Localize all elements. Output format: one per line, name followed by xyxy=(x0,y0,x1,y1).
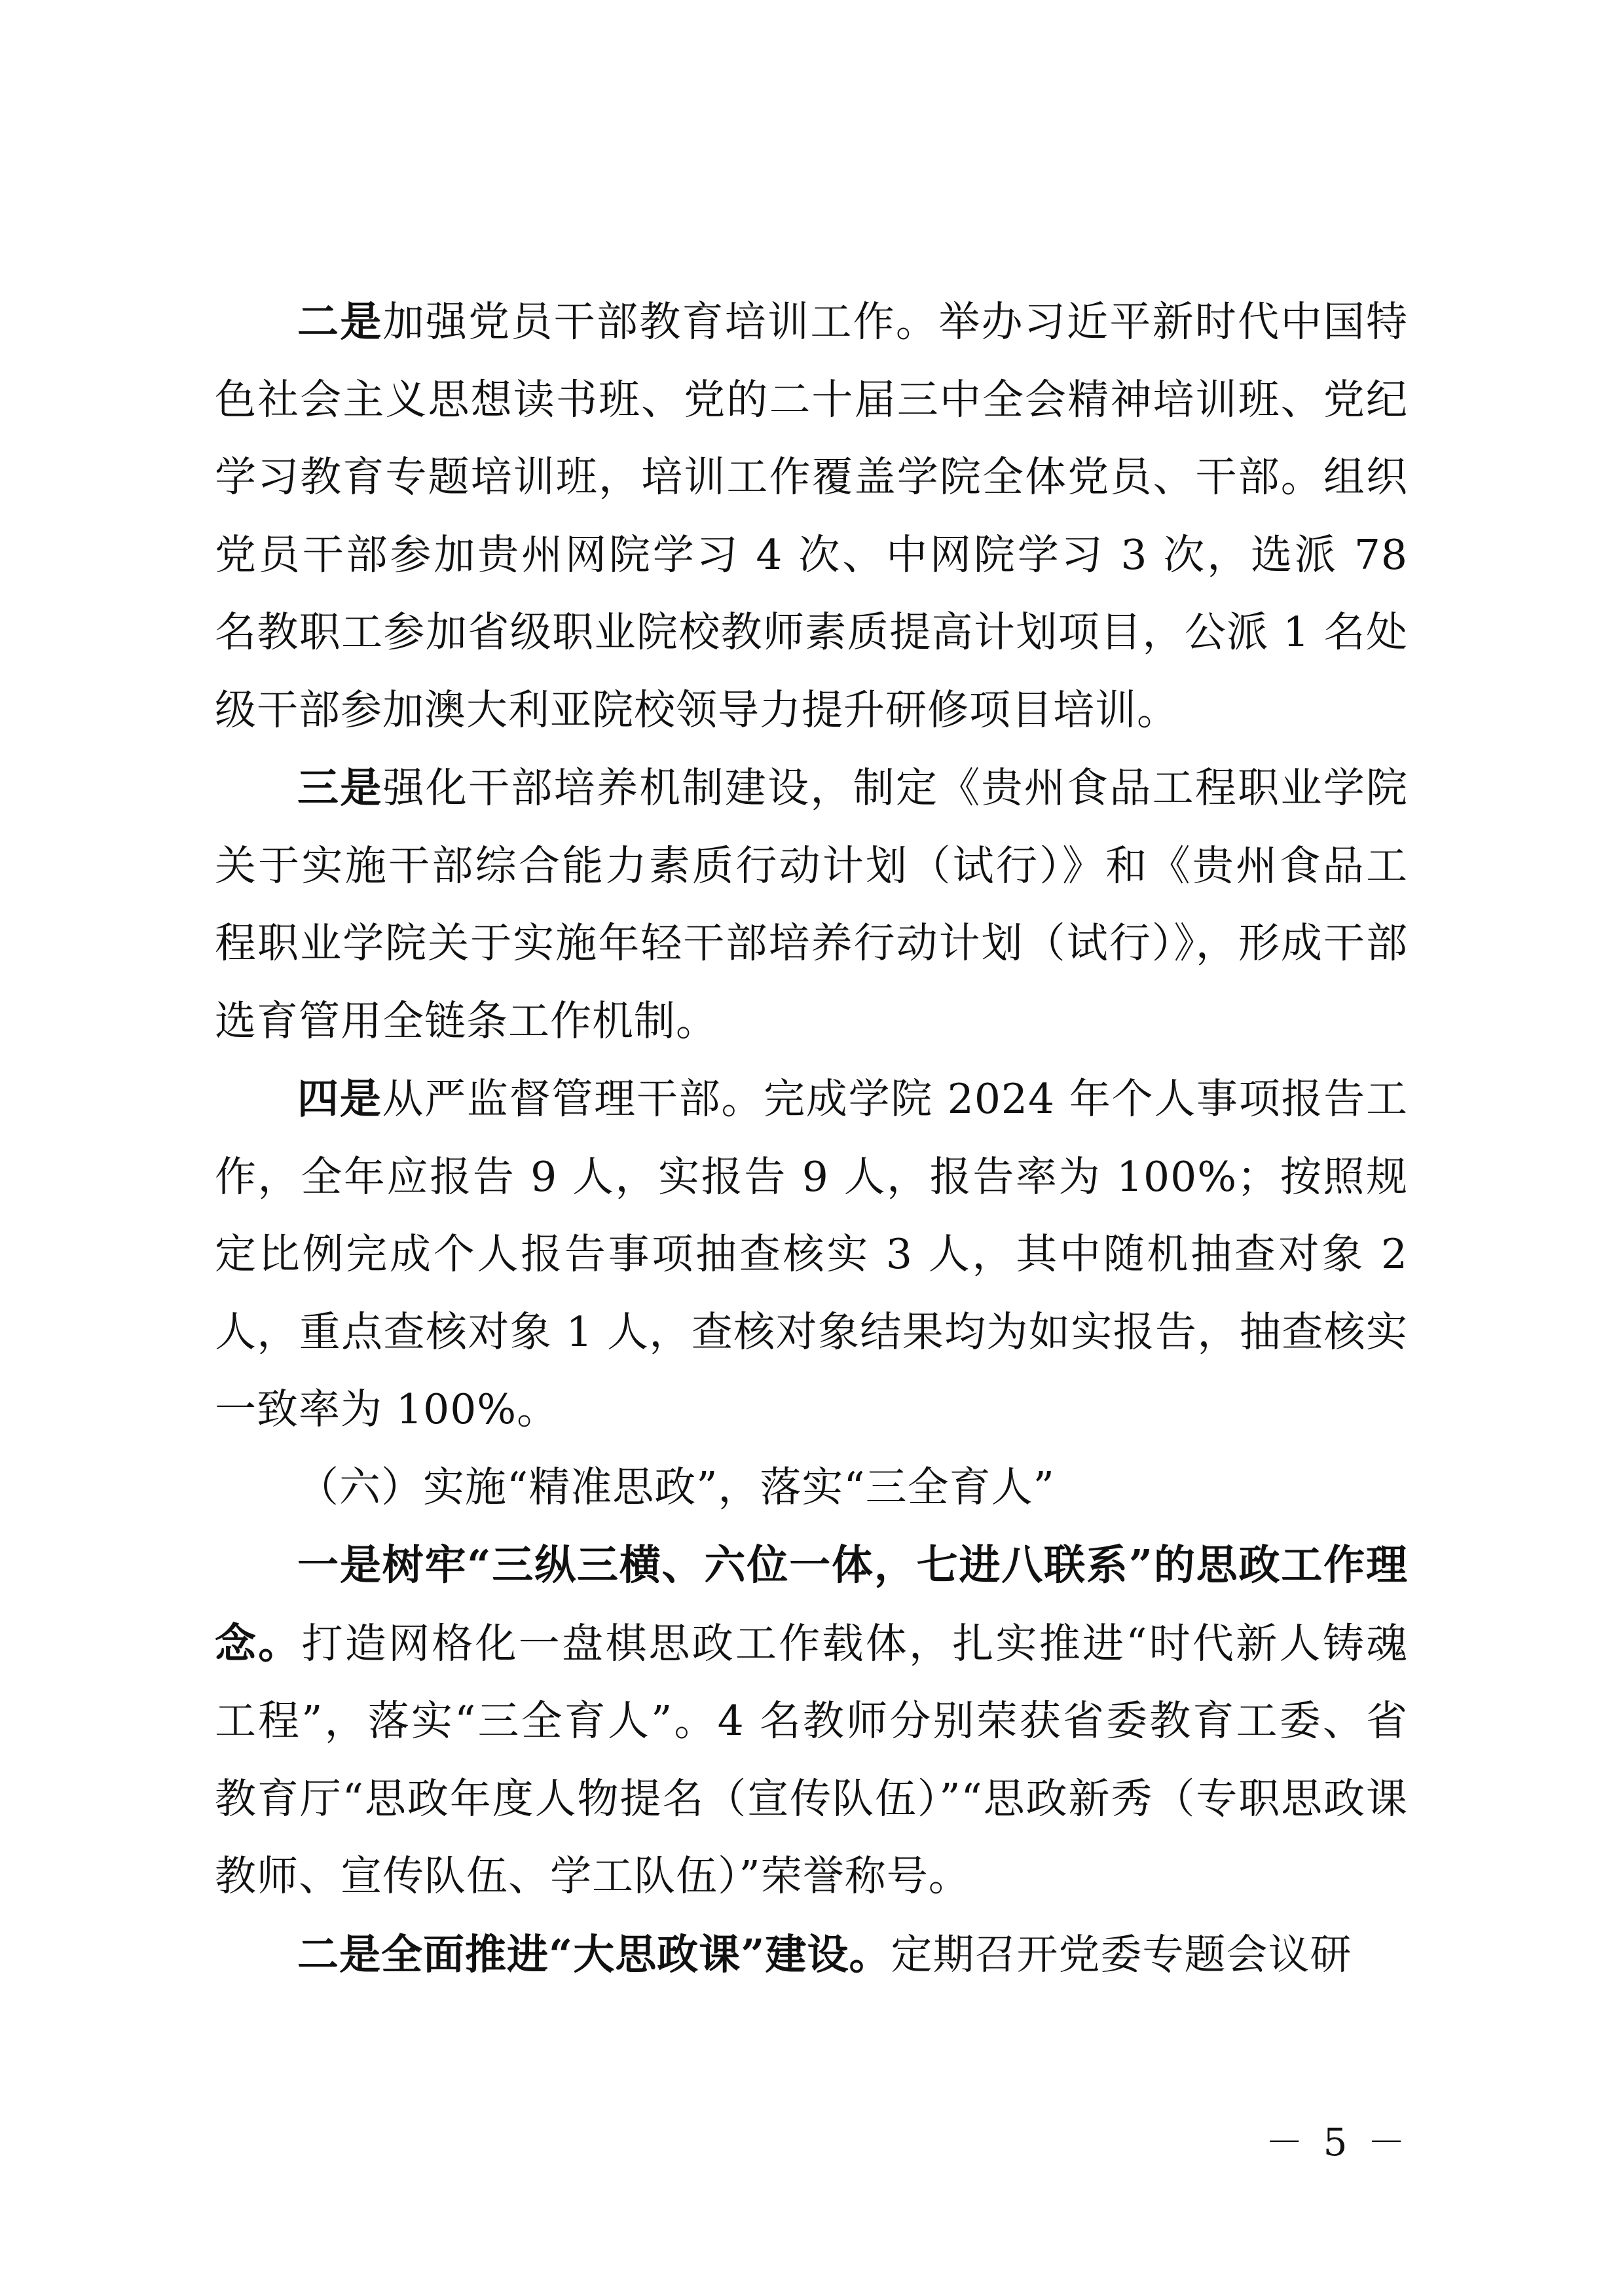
section-heading: （六）实施“精准思政”，落实“三全育人” xyxy=(297,1463,1055,1511)
paragraph-lead: 二是 xyxy=(297,297,383,346)
paragraph-cadre-supervision xyxy=(215,1060,1408,1449)
paragraph-text: 从严监督管理干部。完成学院 2024 年个人事项报告工作，全年应报告 9 人，实报告 9 人，报告率为 100%；按照规定比例完成个人报告事项抽查核实 3 人，其中随机抽查对象 2 人，重点查核对象 1 人，查核对象结果均为如实报告，抽查核实一致率为 100%。 xyxy=(215,1075,1408,1433)
paragraph-ideology-concept xyxy=(215,1526,1408,1916)
page-number: － 5 － xyxy=(1265,2120,1409,2164)
paragraph-lead: 四是 xyxy=(297,1074,382,1123)
paragraph-text: 定期召开党委专题会议研 xyxy=(891,1930,1352,1978)
paragraph-lead: 一是树牢“三纵三横、六位一体，七进八联系”的思政工作理念。 xyxy=(215,1540,1408,1667)
paragraph-cadre-training xyxy=(215,283,1408,749)
document-body xyxy=(215,283,1408,1994)
paragraph-text: 强化干部培养机制建设，制定《贵州食品工程职业学院关于实施干部综合能力素质行动计划（试行）》和《贵州食品工程职业学院关于实施年轻干部培养行动计划（试行）》，形成干部选育管用全链条工作机制。 xyxy=(215,764,1409,1045)
paragraph-text: 加强党员干部教育培训工作。举办习近平新时代中国特色社会主义思想读书班、党的二十届三中全会精神培训班、党纪学习教育专题培训班，培训工作覆盖学院全体党员、干部。组织党员干部参加贵州网院学习 4 次、中网院学习 3 次，选派 78 名教职工参加省级职业院校教师素质提高计划项目，公派 1 名处级干部参加澳大利亚院校领导力提升研修项目培训。 xyxy=(215,298,1409,734)
paragraph-text: 打造网格化一盘棋思政工作载体，扎实推进“时代新人铸魂工程”，落实“三全育人”。4 名教师分别荣获省委教育工委、省教育厅“思政年度人物提名（宣传队伍）”“思政新秀（专职思政课教师、宣传队伍、学工队伍）”荣誉称号。 xyxy=(215,1619,1409,1900)
paragraph-lead: 二是全面推进“大思政课”建设。 xyxy=(297,1929,891,1978)
paragraph-ideology-course xyxy=(215,1916,1408,1994)
paragraph-lead: 三是 xyxy=(297,763,383,812)
paragraph-cadre-mechanism xyxy=(215,749,1408,1060)
